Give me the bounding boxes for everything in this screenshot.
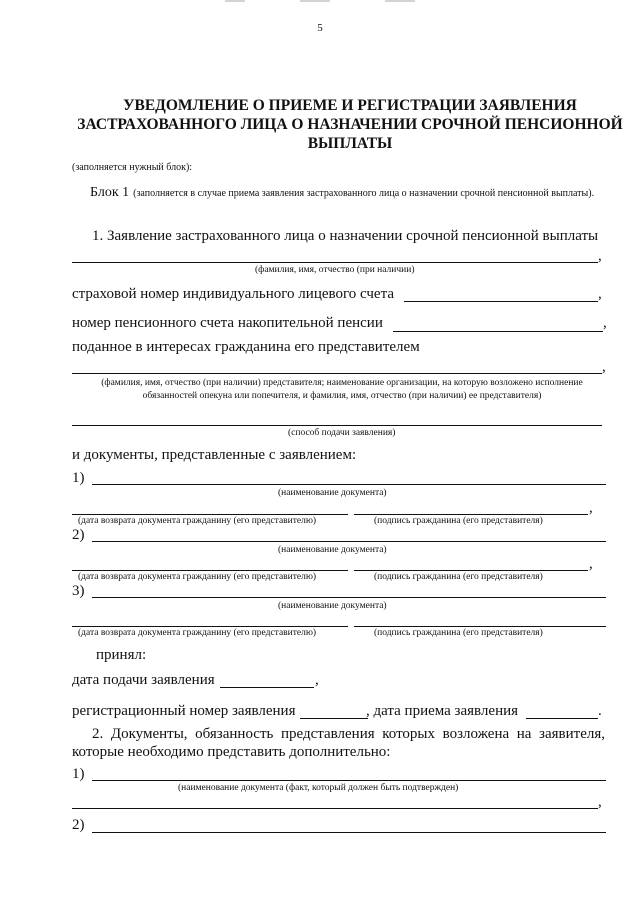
accepted-label: принял: (96, 647, 147, 663)
representative-label: поданное в интересах гражданина его представителем (72, 339, 420, 355)
comma: , (589, 556, 593, 572)
document-1-date-field[interactable] (72, 514, 348, 515)
scan-edge (225, 0, 245, 2)
document-2-date-field[interactable] (72, 570, 348, 571)
document-3-number: 3) (72, 583, 85, 599)
document-1-name-caption: (наименование документа) (278, 488, 387, 498)
additional-doc-1-number: 1) (72, 766, 85, 782)
accept-date-field[interactable] (526, 718, 598, 719)
document-title: УВЕДОМЛЕНИЕ О ПРИЕМЕ И РЕГИСТРАЦИИ ЗАЯВЛЕНИЯ ЗАСТРАХОВАННОГО ЛИЦА О НАЗНАЧЕНИИ СРОЧНОЙ ПЕНСИОННОЙ ВЫПЛАТЫ (77, 97, 623, 152)
document-2-sign-field[interactable] (354, 570, 588, 571)
submit-date-label: дата подачи заявления (72, 672, 215, 688)
document-2-number: 2) (72, 527, 85, 543)
pension-account-field[interactable] (393, 331, 603, 332)
submission-method-field[interactable] (72, 425, 602, 426)
document-3-date-field[interactable] (72, 626, 348, 627)
section-1-heading: 1. Заявление застрахованного лица о назначении срочной пенсионной выплаты (92, 228, 599, 244)
document-2-name-caption: (наименование документа) (278, 545, 387, 555)
period: . (598, 703, 602, 719)
document-3-name-caption: (наименование документа) (278, 601, 387, 611)
fio-line[interactable] (72, 262, 598, 263)
snils-label: страховой номер индивидуального лицевого счета (72, 286, 394, 302)
submit-date-field[interactable] (220, 687, 314, 688)
section-2-heading: 2. Документы, обязанность представления которых возложена на заявителя, которые необходимо представить дополнительно: (72, 726, 605, 760)
document-3-sign-caption: (подпись гражданина (его представителя) (374, 628, 543, 638)
documents-label: и документы, представленные с заявлением: (72, 447, 357, 463)
document-2-sign-caption: (подпись гражданина (его представителя) (374, 572, 543, 582)
comma: , (603, 315, 607, 331)
representative-caption: (фамилия, имя, отчество (при наличии) представителя; наименование организации, на которую возложено исполнение обязанностей опекуна или попечителя, и фамилия, имя, отчество (при наличии) ее представителя) (101, 378, 583, 401)
block-1-note (72, 183, 604, 203)
document-1-sign-field[interactable] (354, 514, 588, 515)
fio-caption: (фамилия, имя, отчество (при наличии) (255, 265, 415, 275)
representative-field[interactable] (72, 373, 602, 374)
document-2-name-field[interactable] (92, 541, 606, 542)
document-3-date-caption: (дата возврата документа гражданину (его представителю) (78, 628, 317, 638)
document-2-date-caption: (дата возврата документа гражданину (его представителю) (78, 572, 317, 582)
comma: , (315, 672, 319, 688)
document-3-name-field[interactable] (92, 597, 606, 598)
additional-doc-2-field[interactable] (92, 832, 606, 833)
document-1-date-caption: (дата возврата документа гражданину (его представителю) (78, 516, 317, 526)
comma: , (602, 359, 606, 375)
additional-doc-2-number: 2) (72, 817, 85, 833)
block-description: (заполняется в случае приема заявления застрахованного лица о назначении срочной пенсионной выплаты). (133, 188, 595, 199)
reg-number-label: регистрационный номер заявления (72, 703, 296, 719)
document-3-sign-field[interactable] (354, 626, 606, 627)
additional-doc-1-caption: (наименование документа (факт, который должен быть подтвержден) (178, 783, 459, 793)
comma: , (598, 794, 602, 810)
fill-note: (заполняется нужный блок): (72, 162, 193, 173)
document-1-number: 1) (72, 470, 85, 486)
scan-edge (300, 0, 330, 2)
pension-account-label: номер пенсионного счета накопительной пенсии (72, 315, 383, 331)
document-1-sign-caption: (подпись гражданина (его представителя) (374, 516, 543, 526)
document-1-name-field[interactable] (92, 484, 606, 485)
accept-date-label: , дата приема заявления (366, 703, 519, 719)
additional-doc-1-field[interactable] (92, 780, 606, 781)
additional-doc-1-field-cont[interactable] (72, 808, 598, 809)
snils-field[interactable] (404, 301, 598, 302)
block-label: Блок 1 (90, 185, 130, 200)
comma: , (589, 500, 593, 516)
scan-edge (385, 0, 415, 2)
page-number: 5 (317, 22, 323, 34)
submission-method-caption: (способ подачи заявления) (288, 428, 396, 438)
comma: , (598, 248, 602, 264)
reg-number-field[interactable] (300, 718, 368, 719)
comma: , (598, 286, 602, 302)
